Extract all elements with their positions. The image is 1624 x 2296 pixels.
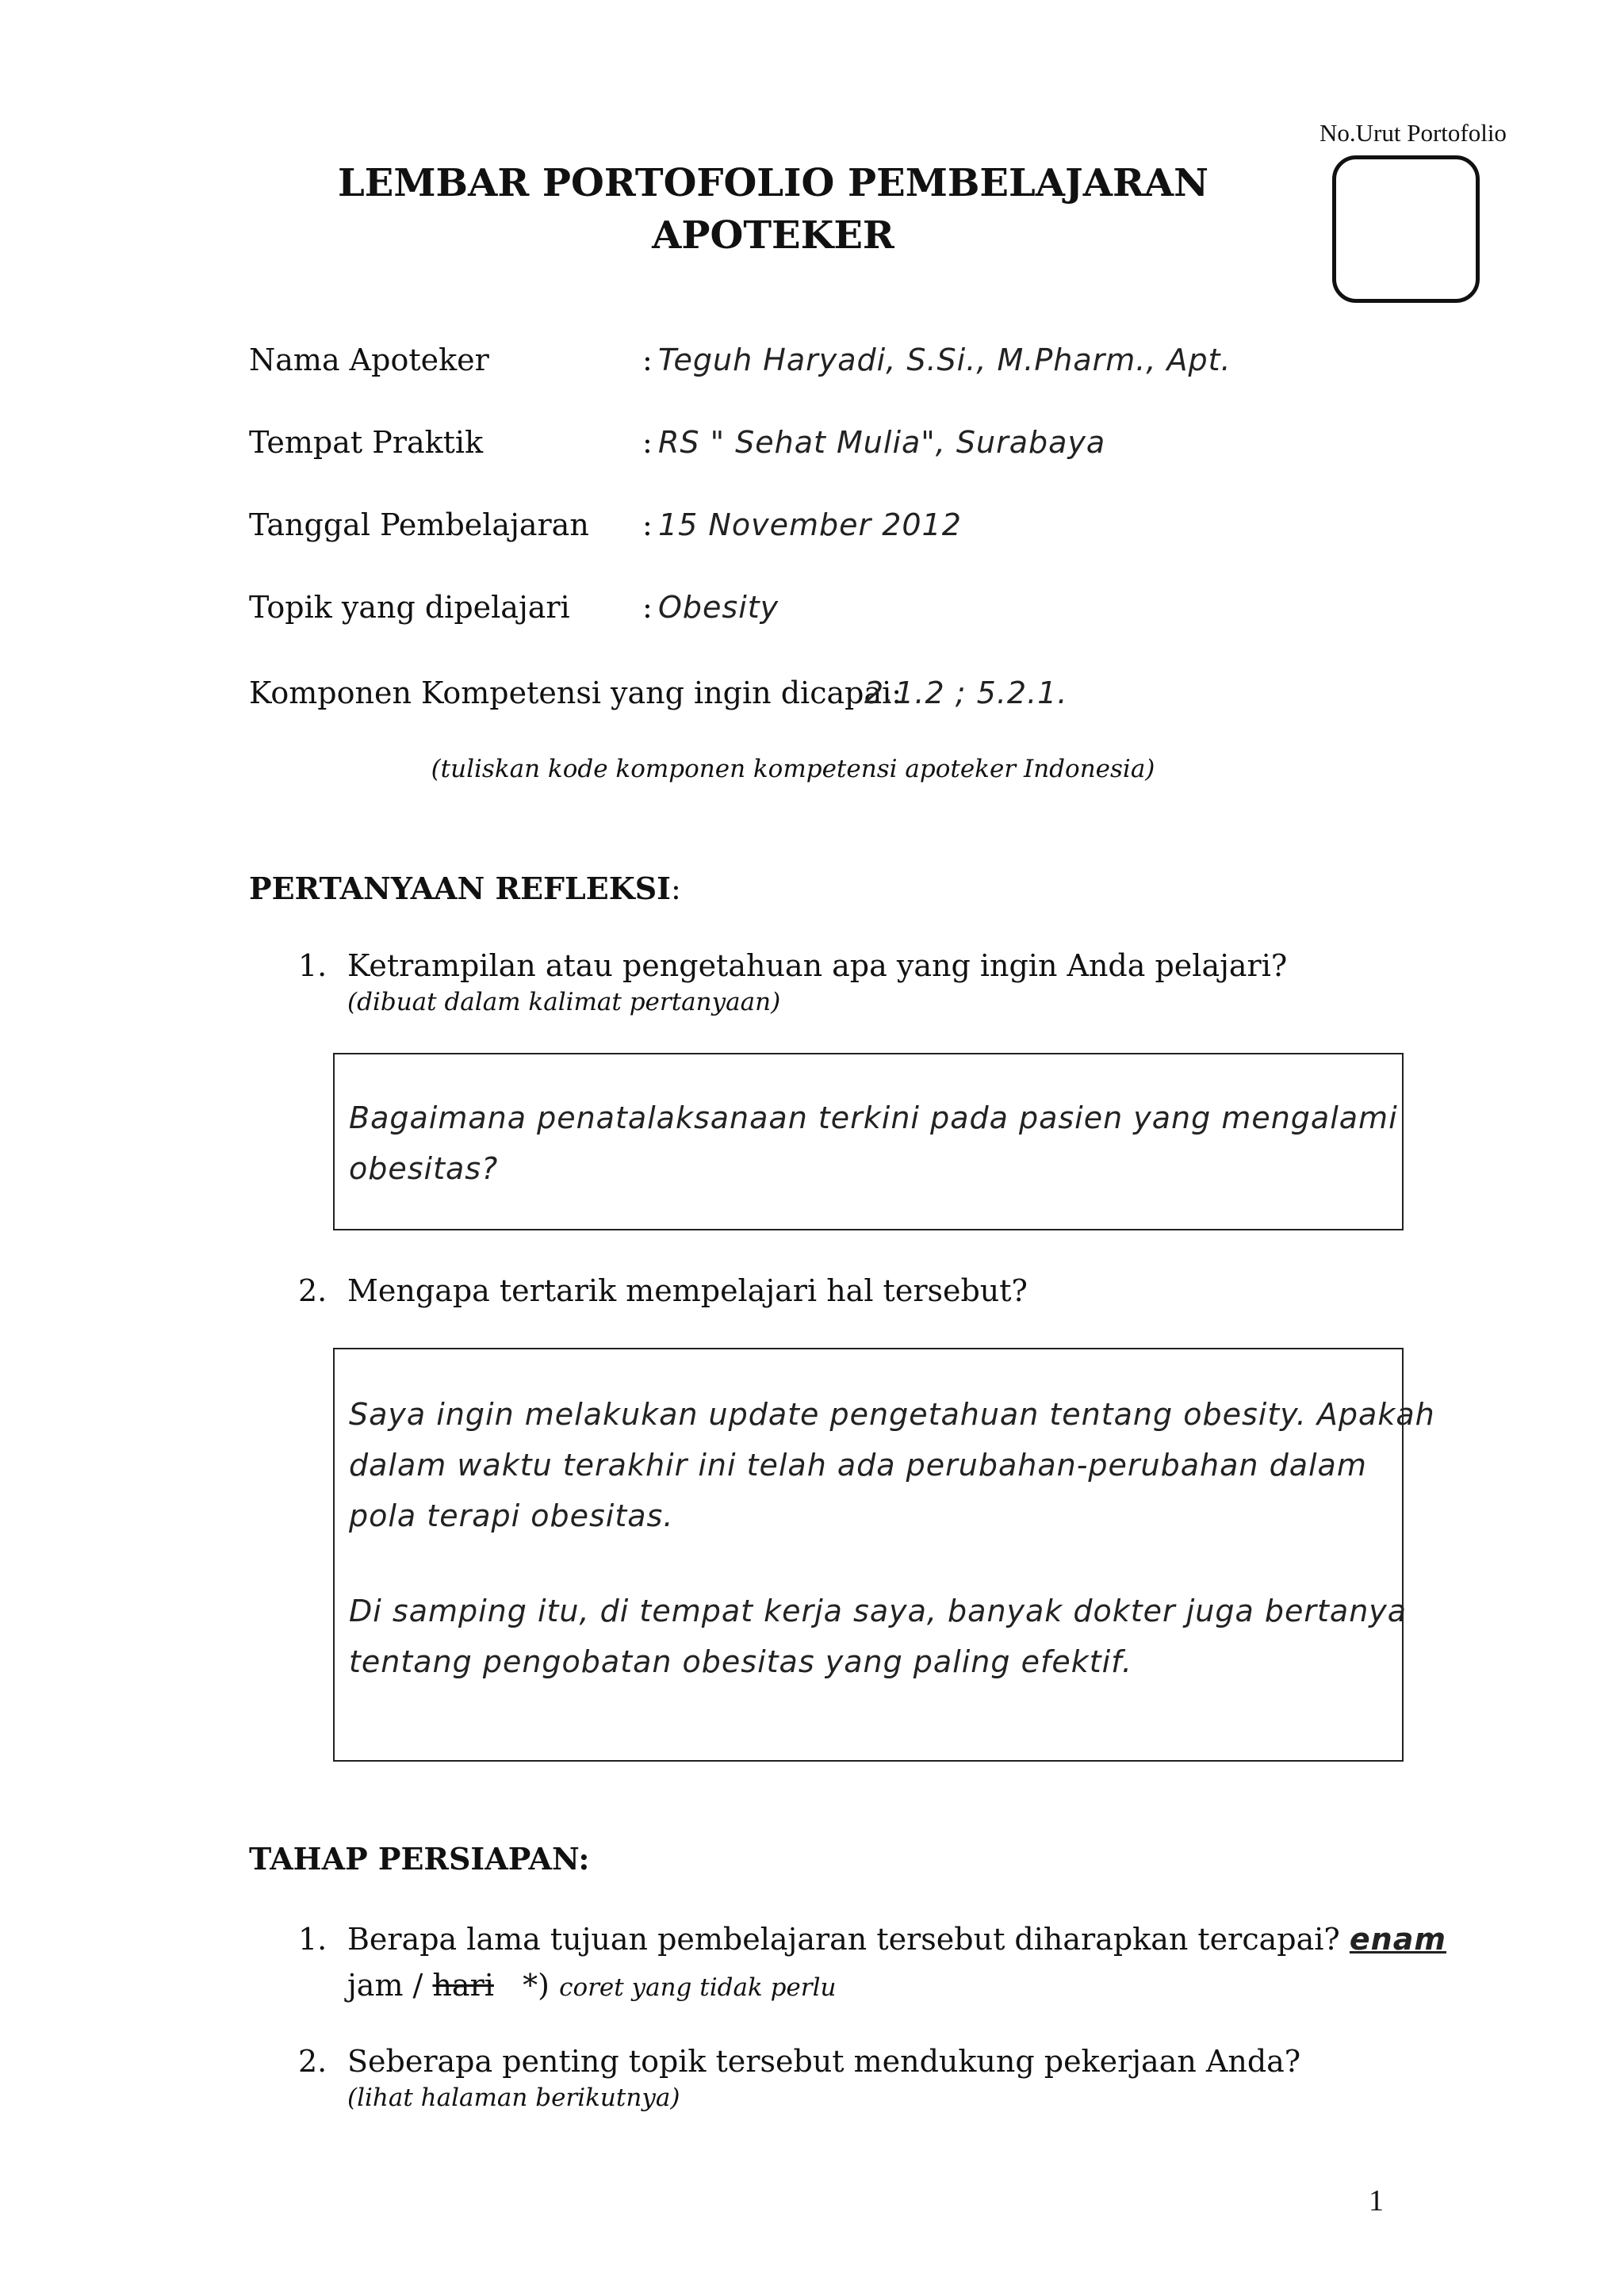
refleksi-q1-answer-line-1: Bagaimana penatalaksanaan terkini pada pasien yang mengalami xyxy=(349,1100,1398,1135)
refleksi-q1-answer-box[interactable] xyxy=(333,1053,1404,1230)
persiapan-q1-mark: *) xyxy=(523,1968,550,2003)
refleksi-q1-answer-line-2: obesitas? xyxy=(349,1151,499,1186)
refleksi-heading-text: PERTANYAAN REFLEKSI xyxy=(249,871,671,906)
topik-value: Obesity xyxy=(658,590,779,625)
tanggal-value: 15 November 2012 xyxy=(658,507,962,542)
title-line-1: LEMBAR PORTOFOLIO PEMBELAJARAN xyxy=(338,161,1208,205)
refleksi-q2-answer-line-1: Saya ingin melakukan update pengetahuan tentang obesity. Apakah xyxy=(349,1397,1435,1432)
tempat-value: RS " Sehat Mulia", Surabaya xyxy=(658,425,1106,460)
no-urut-label: No.Urut Portofolio xyxy=(1320,119,1507,147)
page-title xyxy=(0,157,1546,262)
refleksi-heading-colon: : xyxy=(670,871,681,906)
page-number: 1 xyxy=(1369,2184,1384,2218)
kompetensi-value: 2.1.2 ; 5.2.1. xyxy=(864,675,1068,710)
persiapan-q1-jam: jam / xyxy=(347,1968,423,2003)
persiapan-q2-number: 2. xyxy=(298,2044,327,2079)
refleksi-q2-answer-line-2: dalam waktu terakhir ini telah ada perubahan-perubahan dalam xyxy=(349,1448,1367,1483)
tempat-label: Tempat Praktik xyxy=(249,425,484,460)
persiapan-q1-text xyxy=(347,1922,1446,1957)
nama-colon: : xyxy=(642,342,653,377)
refleksi-q2-text: Mengapa tertarik mempelajari hal tersebut? xyxy=(347,1273,1028,1308)
persiapan-q1-number: 1. xyxy=(298,1922,327,1957)
persiapan-q2-text: Seberapa penting topik tersebut mendukung pekerjaan Anda? xyxy=(347,2044,1301,2079)
refleksi-q1-hint: (dibuat dalam kalimat pertanyaan) xyxy=(347,988,781,1016)
refleksi-q2-number: 2. xyxy=(298,1273,327,1308)
persiapan-q2-hint: (lihat halaman berikutnya) xyxy=(347,2084,680,2112)
persiapan-q1-note: coret yang tidak perlu xyxy=(559,1973,837,2002)
refleksi-q1-text: Ketrampilan atau pengetahuan apa yang ingin Anda pelajari? xyxy=(347,948,1288,983)
nama-value: Teguh Haryadi, S.Si., M.Pharm., Apt. xyxy=(658,342,1231,377)
refleksi-q2-answer-line-4: Di samping itu, di tempat kerja saya, banyak dokter juga bertanya xyxy=(349,1594,1408,1628)
refleksi-heading xyxy=(249,871,681,906)
persiapan-heading: TAHAP PERSIAPAN: xyxy=(249,1841,590,1877)
persiapan-q1-hari: hari xyxy=(432,1968,494,2003)
refleksi-q2-answer-line-3: pola terapi obesitas. xyxy=(349,1498,674,1533)
nama-label: Nama Apoteker xyxy=(249,342,489,377)
topik-colon: : xyxy=(642,590,653,625)
topik-label: Topik yang dipelajari xyxy=(249,590,570,625)
refleksi-q1-number: 1. xyxy=(298,948,327,983)
kompetensi-note: (tuliskan kode komponen kompetensi apoteker Indonesia) xyxy=(431,755,1155,783)
kompetensi-label: Komponen Kompetensi yang ingin dicapai: xyxy=(249,675,902,710)
title-line-2: APOTEKER xyxy=(652,213,894,258)
persiapan-q1-line2 xyxy=(347,1968,836,2003)
persiapan-q1-answer: enam xyxy=(1349,1922,1446,1957)
refleksi-q2-answer-box[interactable] xyxy=(333,1348,1435,1762)
refleksi-q2-answer-line-5: tentang pengobatan obesitas yang paling efektif. xyxy=(349,1644,1132,1679)
tanggal-label: Tanggal Pembelajaran xyxy=(249,507,589,542)
tempat-colon: : xyxy=(642,425,653,460)
tanggal-colon: : xyxy=(642,507,653,542)
persiapan-q1-question: Berapa lama tujuan pembelajaran tersebut diharapkan tercapai? xyxy=(347,1922,1340,1957)
